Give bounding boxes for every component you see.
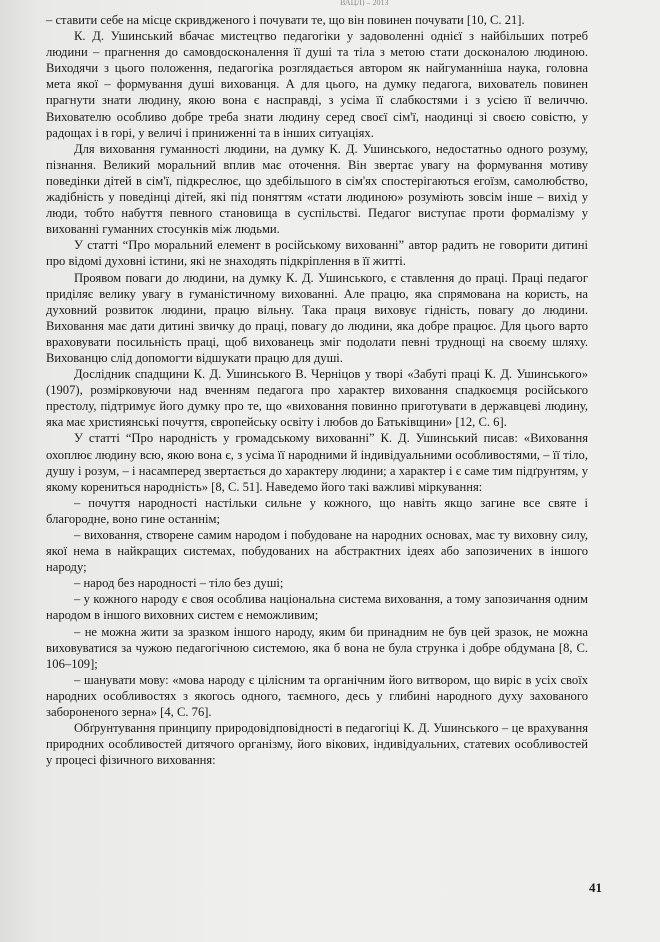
paragraph: – ставити себе на місце скривдженого і почувати те, що він повинен почувати [10, С. 21]. [46,13,525,27]
paragraph: Дослідник спадщини К. Д. Ушинського В. Черніцов у творі «Забуті праці К. Д. Ушинського» (1907), розмірковуючи над вченням педагога про характер виховання спадкоємця російського престолу, підтримує його думку про те, що «виховання повинно приготувати в державцеві людину, яка має християнські почуття, європейську освіту і любов до Батьківщини» [12, С. 6]. [46,367,588,430]
list-item: – почуття народності настільки сильне у кожного, що навіть якщо загине все святе і благородне, воно гине останнім; [46,495,588,526]
paragraph: У статті “Про народність у громадському вихованні” К. Д. Ушинський писав: «Виховання охоплює людину всю, якою вона є, з усіма її народними й індивідуальними особливостями, – її тіло, душу і розум, – і насамперед звертається до характеру людини; а характер і є саме тим підґрунтям, у якому корениться народність» [8, С. 51]. Наведемо його такі важливі міркування: [46,431,588,494]
list-item: – шанувати мову: «мова народу є цілісним та органічним його витвором, що виріс в усіх своїх народних особливостях з якогось одного, таємного, десь у глибині народного духу захованого забороненого зерна» [4, С. 76]. [46,672,588,720]
list-item: – виховання, створене самим народом і побудоване на народних основах, має ту виховну силу, якої нема в найкращих системах, побудованих на абстрактних ідеях або запозичених в іншого народу; [46,528,588,575]
paragraph: Проявом поваги до людини, на думку К. Д. Ушинського, є ставлення до праці. Праці педагог приділяє велику увагу в гуманістичному вихованні. Але працю, яка спрямована на користь, на духовний розвиток людини, працю вільну. Така праця виховує гідність, повагу до людини. Виховання має дати дитині звичку до праці, повагу до людини, яка добре працює. Для цього варто враховувати посильність праці, щоб вихованець зміг подолати певні труднощі на своєму шляху. Вихованцю слід допомогти відшукати працю для душі. [46,270,588,365]
list-item: – народ без народності – тіло без душі; [74,576,284,591]
paragraph: Обґрунтування принципу природовідповідності в педагогіці К. Д. Ушинського – це врахування природних особливостей дитячого організму, його вікових, індивідуальних, статевих особливостей у процесі фізичного виховання: [46,721,588,768]
paragraph: К. Д. Ушинський вбачає мистецтво педагогіки у задоволенні однієї з найбільших потреб людини – прагнення до самовдосконалення її душі та тіла з метою стати досконалою людиною. Виходячи з цього положення, педагогіка розглядається автором як найгуманніша наука, головна мета якої – формування душі вихованця. А для цього, на думку педагога, вихователь повинен прагнути знати людину, якою вона є насправді, з усіма її слабкостями і з усією її величчю. Вихователю особливо добре треба знати людину серед своєї сім'ї, наодинці зі своєю совістю, у радощах і в горі, у величі і приниженні та в інших ситуаціях. [46,29,588,140]
list-item: – не можна жити за зразком іншого народу, яким би принадним не був цей зразок, не можна виховуватися за чужою педагогічною системою, яка б вона не була струнка і добре обдумана [8, С. 106–109]; [46,624,588,671]
list-item: – у кожного народу є своя особлива національна система виховання, а тому запозичання одним народом в іншого виховних систем є неможливим; [46,592,588,623]
paragraph: У статті “Про моральний елемент в російському вихованні” автор радить не говорити дитині про відомі духовні істини, які не знаходять підкріплення в її житті. [46,238,588,269]
running-header: ВАЦЛ) – 2013 [340,0,389,6]
body-text [46,12,588,768]
paragraph: Для виховання гуманності людини, на думку К. Д. Ушинського, недостатньо одного розуму, пізнання. Великий моральний вплив має оточення. Він звертає увагу на формування мотиву поведінки дітей в сім'ї, підкреслює, що здебільшого в сім'ях спостерігаються егоїзм, самолюбство, жадібність у поведінці дітей, які під поняттям «стати людиною» розуміють зовсім інше – вихід у люди, тобто набуття певного становища в суспільстві. Педагог виступає проти формалізму у вихованні гуманних стосунків між людьми. [46,141,588,237]
page-number: 41 [589,880,602,895]
